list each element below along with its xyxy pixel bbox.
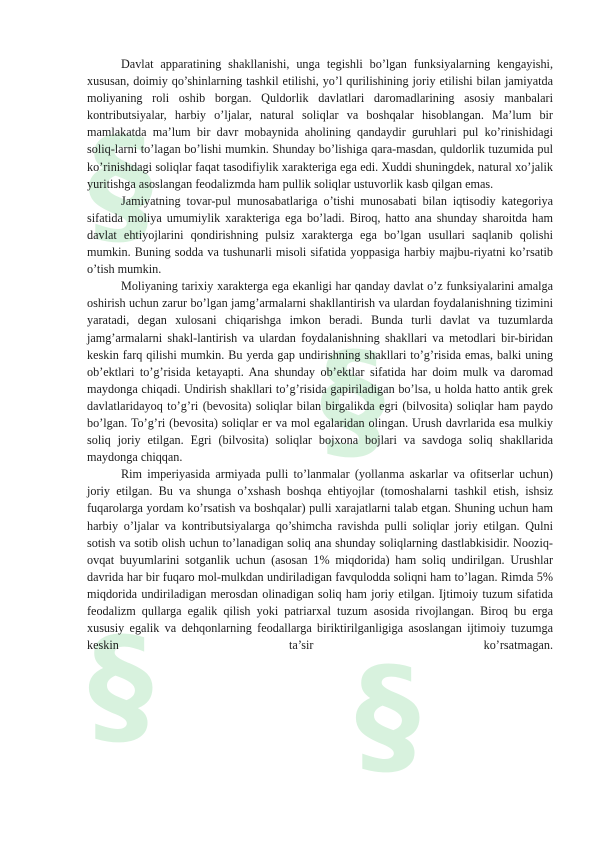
body-text bbox=[87, 56, 553, 654]
paragraph: Jamiyatning tovar-pul munosabatlariga o’tishi munosabati bilan iqtisodiy kategoriya sifatida moliya umumiylik xarakteriga ega bo’ladi. Biroq, hatto ana shunday sharoitda ham davlat ehtiyojlarini qondirishning pulsiz xarakterga ega bo’lgan usullari saqlanib qolishi mumkin. Buning sodda va tushunarli misoli sifatida yoppasiga harbiy majbu-riyatni ko’rsatib o’tish mumkin. bbox=[87, 193, 553, 277]
paragraph: Moliyaning tarixiy xarakterga ega ekanligi har qanday davlat o’z funksiyalarini amalga oshirish uchun zarur bo’lgan jamg’armalarni shakllantirish va ulardan foydalanishning tizimini yaratadi, degan xulosani chiqarishga imkon beradi. Bunda turli davlat va tuzumlarda jamg’armalarni shakl-lantirish va ulardan foydalanishning shakllari va metodlari bir-biridan keskin farq qilishi mumkin. Bu yerda gap undirishning shakllari to’g’risida emas, balki uning ob’ektlari to’g’risida ketayapti. Ana shunday ob’ektlar sifatida har doim mulk va daromad maydonga chiqadi. Undirish shakllari to’g’risida gapiriladigan bo’lsa, u holda hatto antik grek davlatlaridayoq to’g’ri (bevosita) soliqlar bilan birgalikda egri (bilvosita) soliqlar ham paydo bo’lgan. To’g’ri (bevosita) soliqlar er va mol egalaridan olingan. Urush davrlarida esa mulkiy soliq joriy etilgan. Egri (bilvosita) soliqlar bojxona bojlari va savdoga soliq shakllarida maydonga chiqqan. bbox=[87, 279, 553, 465]
watermark-section-sign-icon: § bbox=[88, 109, 153, 261]
watermark-section-sign-icon: § bbox=[320, 324, 385, 476]
watermark-section-sign-icon: § bbox=[355, 639, 420, 791]
paragraph: Rim imperiyasida armiyada pulli to’lanmalar (yollanma askarlar va ofitserlar uchun) joriy etilgan. Bu va shunga o’xshash boshqa ehtiyojlar (tomoshalarni tashkil etish, ishsiz fuqarolarga yordam ko’rsatish va boshqalar) pulli xarajatlarni talab etgan. Shuning uchun ham harbiy o’ljalar va kontributsiyalarga qo’shimcha ravishda pulli soliqlar joriy etilgan. Qulni sotish va sotib olish uchun to’lanadigan soliq ana shunday soliqlarning dastlabkisidir. Nooziq-ovqat buyumlarini sotganlik uchun (asosan 1% miqdorida) ham soliq undirilgan. Urushlar davrida har bir fuqaro mol-mulkdan undiriladigan favqulodda soliqni ham to’lagan. Rimda 5% miqdorida undiriladigan merosdan olinadigan soliq ham joriy etilgan. Ijtimoiy tuzum sifatida feodalizm qullarga egalik qilish yoki patriarxal tuzum asosida rivojlangan. Biroq bu erga xususiy egalik va dehqonlarning feodallarga biriktirilganligiga asoslangan ijtimoiy tuzumga keskin ta’sir ko’rsatmagan. bbox=[87, 467, 553, 653]
watermark-section-sign-icon: § bbox=[88, 609, 153, 761]
paragraph: Davlat apparatining shakllanishi, unga tegishli bo’lgan funksiyalarning kengayishi, xususan, doimiy qo’shinlarning tashkil etilishi, yo’l qurilishining joriy etilishi bilan jamiyatda moliyaning roli oshib borgan. Quldorlik davlatlari daromadlarining asosiy manbalari kontributsiyalar, harbiy o’ljalar, natural soliqlar va boshqalar hisoblangan. Ma’lum bir mamlakatda ma’lum bir davr mobaynida aholining qandaydir guruhlari pul ko’rinishidagi soliq-larni to’lagan bo’lishi mumkin. Shunday bo’lishiga qara-masdan, quldorlik tuzumida pul ko’rinishdagi soliqlar faqat tasodifiylik xarakteriga ega edi. Xuddi shuningdek, natural xo’jalik yuritishga asoslangan feodalizmda ham pullik soliqlar ustuvorlik kasb qilgan emas. bbox=[87, 57, 553, 191]
